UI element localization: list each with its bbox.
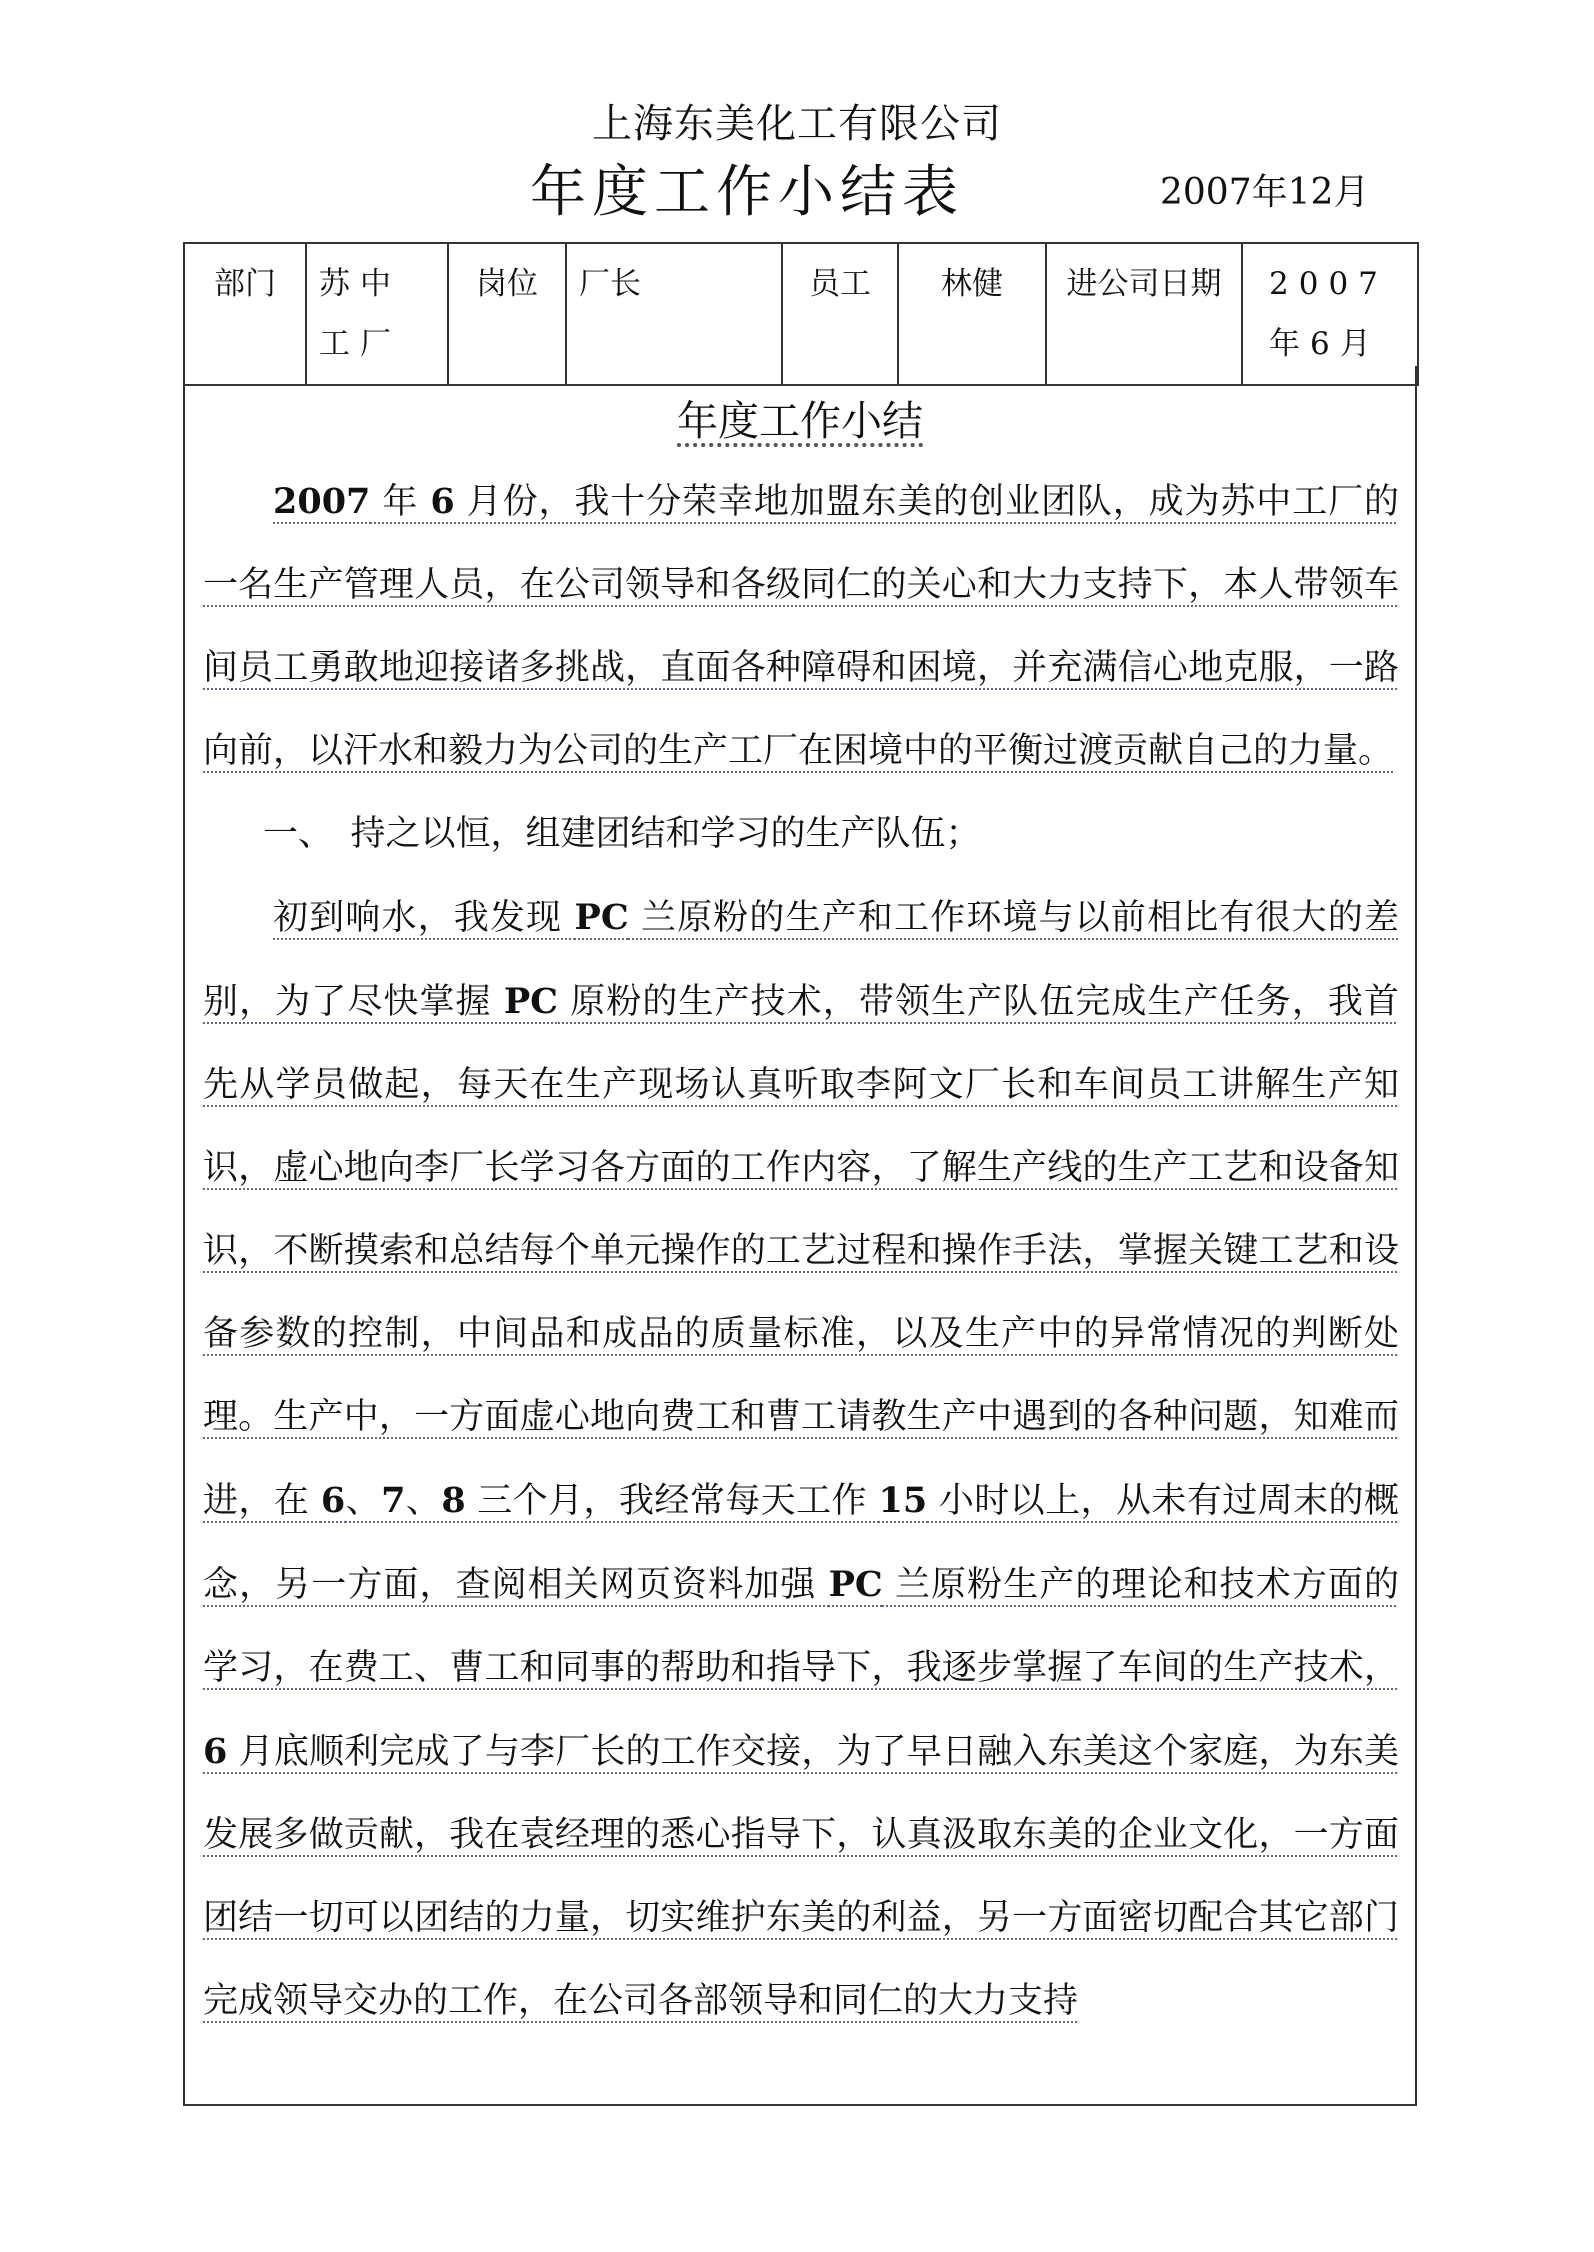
company-name: 上海东美化工有限公司 xyxy=(592,101,1002,147)
bold-run: PC xyxy=(828,1564,883,1605)
paragraph-intro xyxy=(203,460,1399,793)
bold-run: 8 xyxy=(441,1480,466,1521)
paragraph-team-text xyxy=(203,898,1399,2021)
dept-value: 苏中工厂 xyxy=(306,243,448,385)
staff-label: 员工 xyxy=(782,243,898,385)
section-heading-1-text: 一、 持之以恒，组建团结和学习的生产队伍； xyxy=(263,814,981,854)
paragraph-team xyxy=(203,876,1399,2043)
join-date-label: 进公司日期 xyxy=(1046,243,1242,385)
bold-run: 6 xyxy=(430,481,455,522)
dept-label: 部门 xyxy=(184,243,306,385)
summary-heading: 年度工作小结 xyxy=(677,397,923,445)
text-run: 、 xyxy=(405,1481,442,1521)
text-run: 月底顺利完成了与李厂长的工作交接，为了早日融入东美这个家庭，为东美发展多做贡献，我在袁经理的悉心指导下，认真汲取东美的企业文化，一方面团结一切可以团结的力量，切实维护东美的利益，另一方面密切配合其它部门完成领导交办的工作，在公司各部领导和同仁的大力支持 xyxy=(203,1732,1399,2021)
bold-run: 6 xyxy=(320,1480,346,1521)
text-run: 兰原粉的生产和工作环境与以前相比有很大的差别，为了尽快掌握 xyxy=(203,898,1399,1022)
post-label: 岗位 xyxy=(448,243,566,385)
bold-run: PC xyxy=(503,981,559,1022)
join-date-value: 2007年6月 xyxy=(1242,243,1418,385)
staff-value: 林健 xyxy=(898,243,1046,385)
bold-run: 6 xyxy=(203,1731,228,1772)
bold-run: PC xyxy=(574,897,629,938)
text-run: 兰原粉生产的理论和技术方面的学习，在费工、曹工和同事的帮助和指导下，我逐步掌握了车间的生产技术， xyxy=(203,1565,1399,1688)
info-table xyxy=(183,242,1419,386)
text-run: 三个月，我经常每天工作 xyxy=(465,1481,879,1521)
bold-run: 7 xyxy=(381,1480,406,1521)
text-run: 月份，我十分荣幸地加盟东美的创业团队，成为苏中工厂的一名生产管理人员，在公司领导和各级同仁的关心和大力支持下，本人带领车间员工勇敢地迎接诸多挑战，直面各种障碍和困境，并充满信心地克服，一路向前，以汗水和毅力为公司的生产工厂在困境中的平衡过渡贡献自己的力量。 xyxy=(203,482,1399,771)
section-heading-1 xyxy=(203,793,1399,876)
bold-run: 2007 xyxy=(273,481,371,522)
text-run: 、 xyxy=(345,1481,382,1521)
form-date: 2007年12月 xyxy=(1160,172,1370,213)
text-run: 原粉的生产技术，带领生产队伍完成生产任务，我首先从学员做起，每天在生产现场认真听取李阿文厂长和车间员工讲解生产知识，虚心地向李厂长学习各方面的工作内容，了解生产线的生产工艺和设备知识，不断摸索和总结每个单元操作的工艺过程和操作手法，掌握关键工艺和设备参数的控制，中间品和成品的质量标准，以及生产中的异常情况的判断处理。生产中，一方面虚心地向费工和曹工请教生产中遇到的各种问题，知难而进，在 xyxy=(203,982,1399,1521)
bold-run: 15 xyxy=(878,1480,928,1521)
text-run: 小时以上，从未有过周末的概念，另一方面，查阅相关网页资料加强 xyxy=(203,1481,1399,1605)
summary-box xyxy=(183,366,1417,2106)
paragraph-intro-text xyxy=(203,482,1399,771)
post-value: 厂长 xyxy=(566,243,782,385)
summary-text xyxy=(203,460,1399,2043)
form-title: 年度工作小结表 xyxy=(530,160,964,225)
text-run: 初到响水，我发现 xyxy=(273,898,575,938)
text-run: 年 xyxy=(370,482,431,522)
